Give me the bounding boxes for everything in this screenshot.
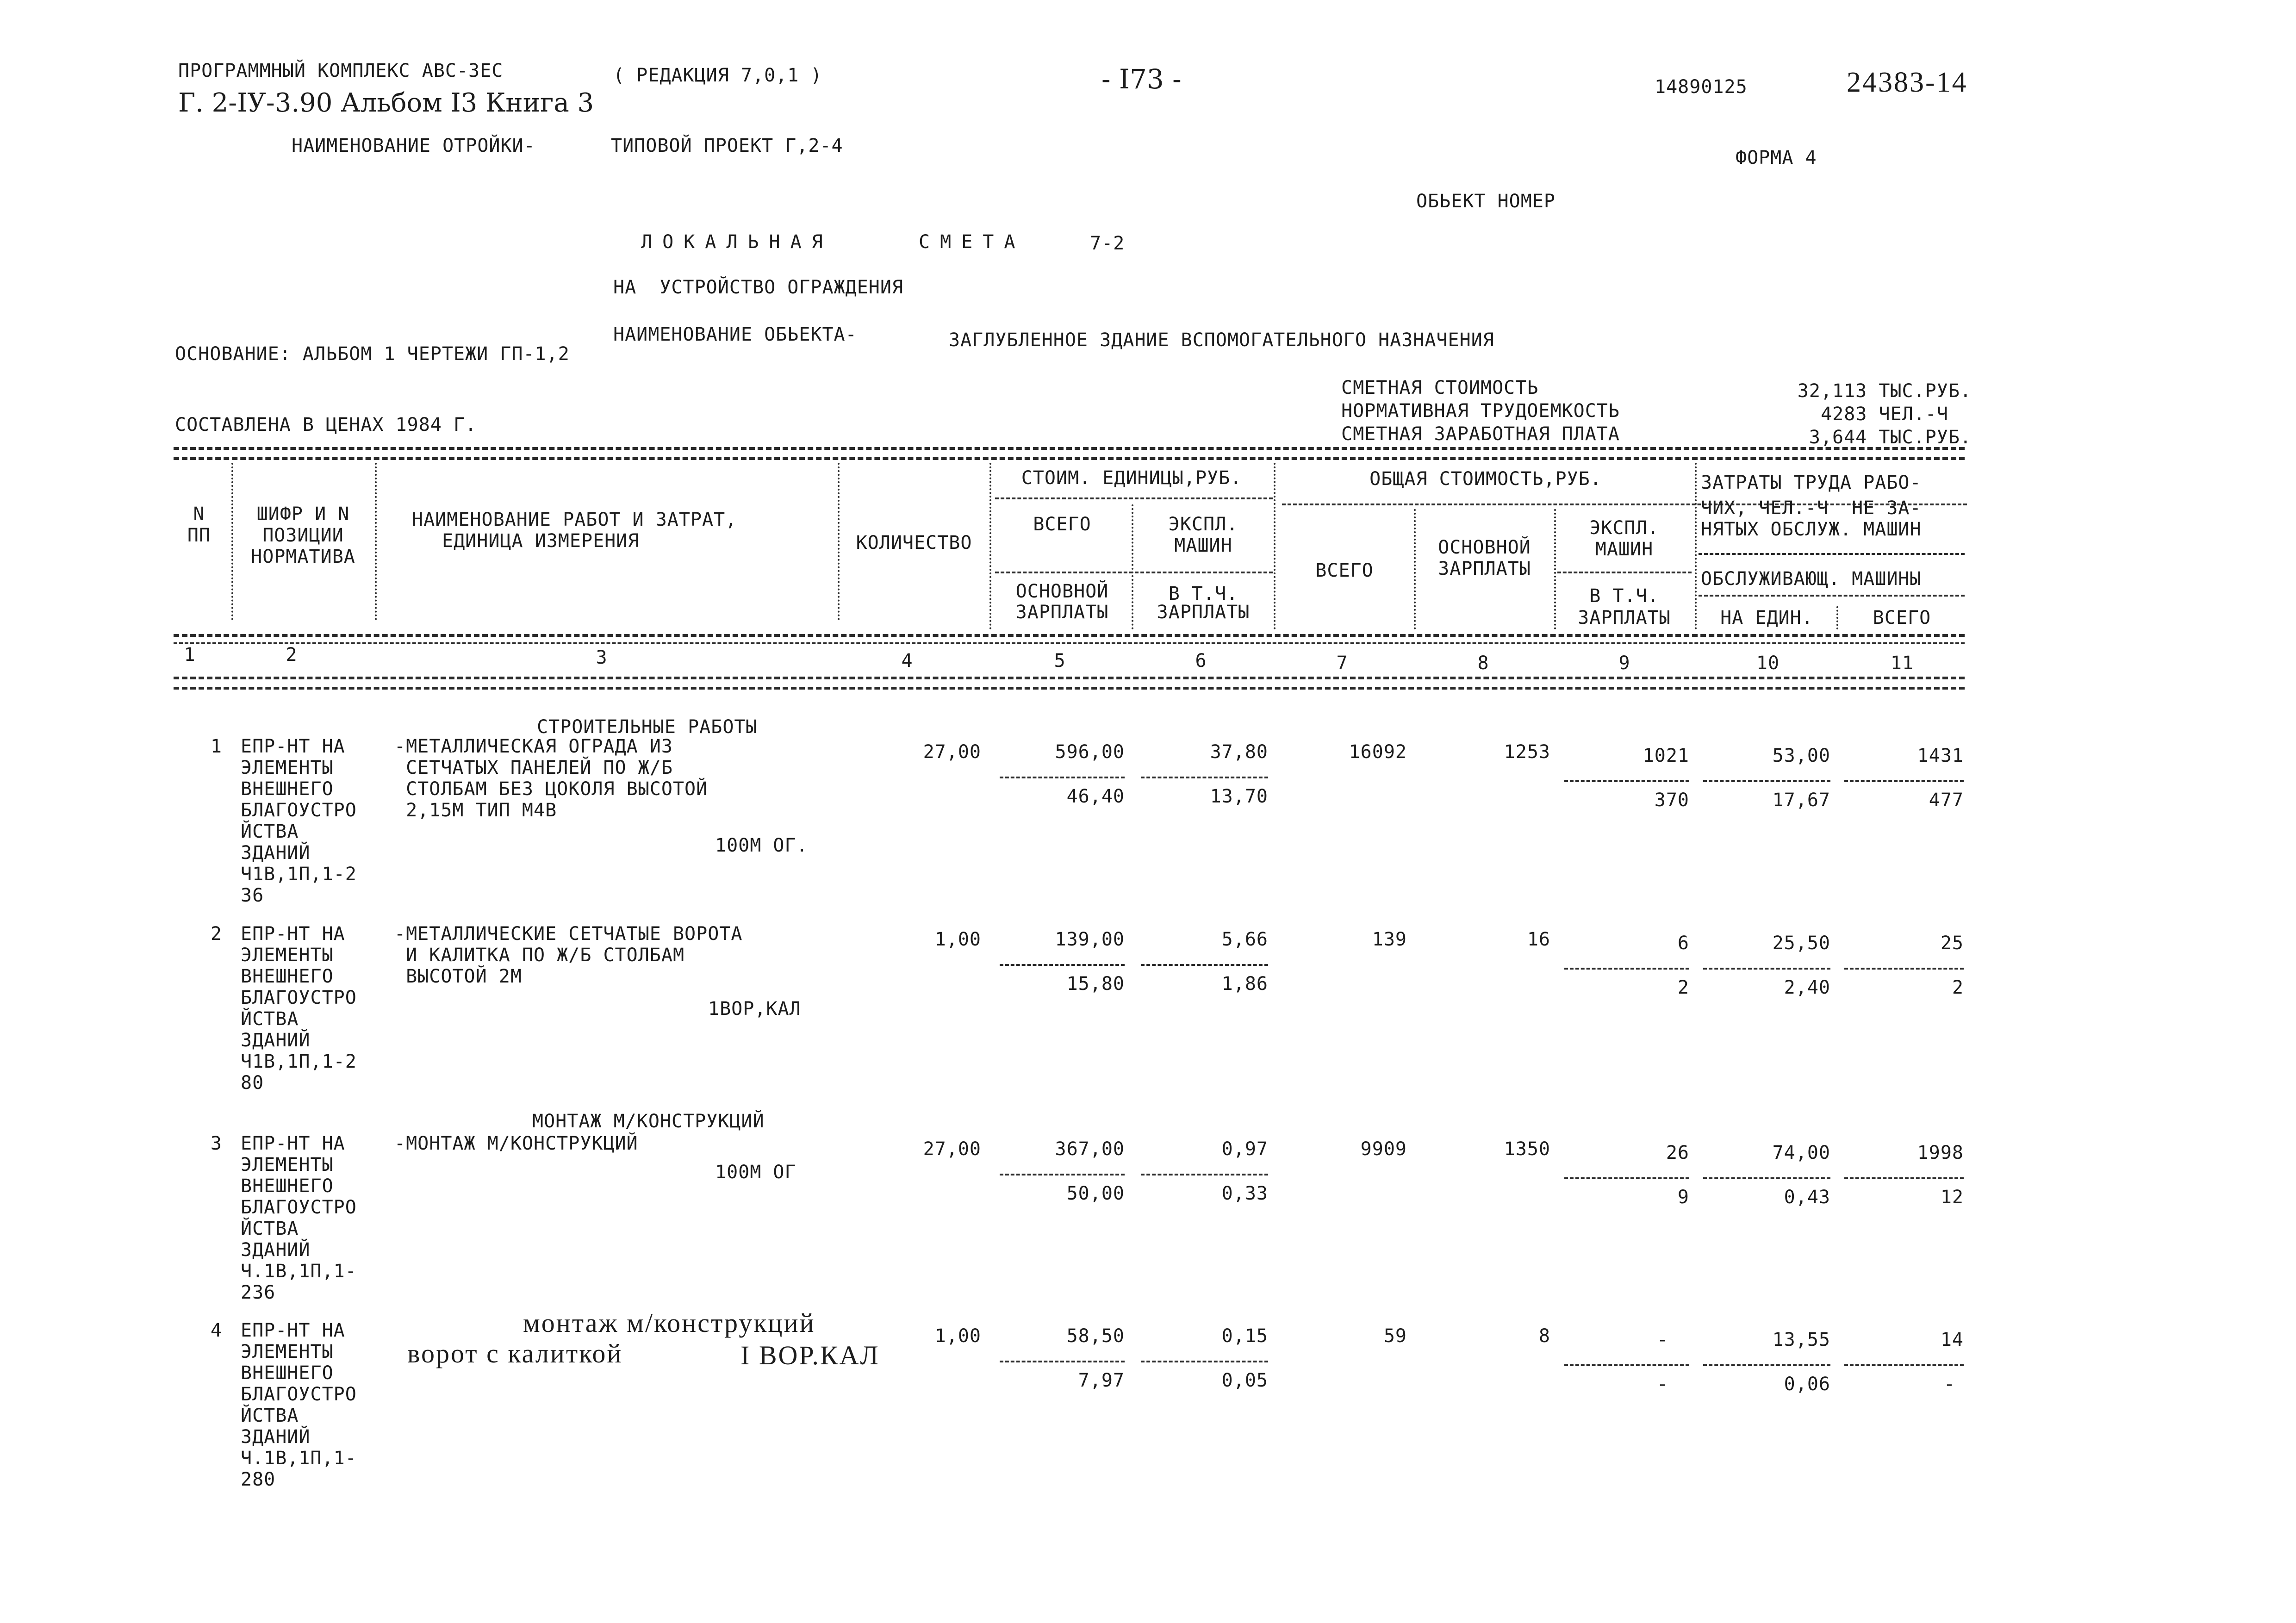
row-labor-total: 1998 bbox=[1917, 1142, 1964, 1163]
colnum-9: 9 bbox=[1618, 653, 1630, 674]
hdr-unit-cost: СТОИМ. ЕДИНИЦЫ,РУБ. bbox=[1021, 467, 1242, 489]
page-number: - I73 - bbox=[1101, 63, 1182, 95]
row-total-machine: 6 bbox=[1677, 933, 1689, 954]
row-fraction-rule bbox=[1703, 1364, 1830, 1366]
row-unit: 100М ОГ bbox=[715, 1162, 796, 1183]
colnum-10: 10 bbox=[1756, 653, 1780, 674]
colnum-5: 5 bbox=[1054, 650, 1066, 672]
form-label: ФОРМА 4 bbox=[1736, 147, 1817, 168]
row-unit-cost-wage: 15,80 bbox=[1066, 973, 1125, 995]
hdr-unit-expl-2: МАШИН bbox=[1174, 535, 1232, 556]
summary-value-2: 4283 ЧЕЛ.-Ч bbox=[1821, 404, 1948, 425]
row-fraction-rule bbox=[1000, 964, 1125, 966]
summary-label-1: СМЕТНАЯ СТОИМОСТЬ bbox=[1341, 377, 1539, 398]
row-total-wage: 8 bbox=[1538, 1325, 1550, 1347]
basis: ОСНОВАНИЕ: АЛЬБОМ 1 ЧЕРТЕЖИ ГП-1,2 bbox=[175, 343, 570, 365]
row-total-wage: 1350 bbox=[1504, 1138, 1550, 1160]
row-unit-machine-wage: 1,86 bbox=[1221, 973, 1268, 995]
rule-h3 bbox=[995, 572, 1273, 573]
row-total-machine: 26 bbox=[1666, 1142, 1689, 1163]
row-number: 4 bbox=[210, 1320, 222, 1341]
col-sep-6 bbox=[1274, 463, 1276, 629]
hdr-qty: КОЛИЧЕСТВО bbox=[856, 532, 972, 553]
col-sep-5 bbox=[1132, 504, 1133, 629]
rule-h1 bbox=[995, 497, 1273, 499]
hdr-unit-osn-1: ОСНОВНОЙ bbox=[1015, 581, 1109, 602]
colnum-11: 11 bbox=[1890, 653, 1914, 674]
hdr-total-expl-1: ЭКСПЛ. bbox=[1589, 517, 1659, 539]
row-qty: 27,00 bbox=[923, 1138, 981, 1160]
row-code-line: Ч1В,1П,1-2 bbox=[241, 864, 357, 885]
hdr-total-cost: ОБЩАЯ СТОИМОСТЬ,РУБ. bbox=[1369, 468, 1602, 490]
row-labor-total: 14 bbox=[1940, 1329, 1964, 1350]
row-fraction-rule bbox=[1141, 777, 1268, 778]
row-number: 1 bbox=[210, 736, 222, 757]
row-total: 9909 bbox=[1360, 1138, 1407, 1160]
row-total: 16092 bbox=[1349, 741, 1407, 763]
row-total: 139 bbox=[1372, 929, 1407, 950]
row-unit-cost-wage: 7,97 bbox=[1078, 1370, 1125, 1391]
row-code-line: ЙСТВА bbox=[241, 1008, 299, 1030]
row-unit-cost: 596,00 bbox=[1055, 741, 1125, 763]
section-title-2: МОНТАЖ М/КОНСТРУКЦИЙ bbox=[532, 1111, 765, 1132]
row-code-line: ЙСТВА bbox=[241, 1218, 299, 1239]
col-sep-1 bbox=[231, 463, 233, 620]
row-name-line: -МОНТАЖ М/КОНСТРУКЦИЙ bbox=[394, 1133, 638, 1154]
summary-label-2: НОРМАТИВНАЯ ТРУДОЕМКОСТЬ bbox=[1341, 400, 1620, 422]
row-total-wage: 16 bbox=[1527, 929, 1550, 950]
summary-value-1: 32,113 ТЫС.РУБ. bbox=[1797, 380, 1972, 402]
row-unit: 1ВОР,КАЛ bbox=[708, 998, 801, 1020]
hdr-labor-1: ЗАТРАТЫ ТРУДА РАБО- bbox=[1701, 472, 1922, 493]
row-labor-total: 25 bbox=[1940, 933, 1964, 954]
row-code-line: ЕПР-НТ НА bbox=[241, 1133, 345, 1154]
row-fraction-rule bbox=[1703, 1177, 1830, 1179]
row-fraction-rule bbox=[1141, 1174, 1268, 1175]
summary-label-3: СМЕТНАЯ ЗАРАБОТНАЯ ПЛАТА bbox=[1341, 423, 1620, 445]
row-qty: 1,00 bbox=[934, 929, 981, 950]
hdr-total-vtch-1: В Т.Ч. bbox=[1589, 585, 1659, 607]
row-name-line: СТОЛБАМ БЕЗ ЦОКОЛЯ ВЫСОТОЙ bbox=[394, 778, 708, 800]
row-unit-cost: 58,50 bbox=[1066, 1325, 1125, 1347]
row-unit-handwritten: I ВОР.КАЛ bbox=[740, 1340, 880, 1370]
row-labor-unit: 74,00 bbox=[1772, 1142, 1830, 1163]
title-word-1: ЛОКАЛЬНАЯ bbox=[641, 231, 833, 253]
row-labor-unit-machine: 0,06 bbox=[1784, 1374, 1830, 1395]
row-name-line: ВЫСОТОЙ 2М bbox=[394, 966, 522, 987]
row-labor-unit: 53,00 bbox=[1772, 745, 1830, 766]
row-name-handwritten: ворот с калиткой bbox=[407, 1338, 623, 1368]
row-code-line: 280 bbox=[241, 1469, 276, 1490]
row-code-line: ЗДАНИЙ bbox=[241, 1239, 311, 1261]
hdr-labor-per-unit: НА ЕДИН. bbox=[1720, 607, 1813, 628]
col-sep-2 bbox=[375, 463, 377, 620]
row-labor-total-machine: 477 bbox=[1929, 790, 1964, 811]
rule-h6 bbox=[1699, 595, 1965, 597]
hdr-unit-vsego: ВСЕГО bbox=[1033, 514, 1091, 535]
title-word-2: СМЕТА bbox=[919, 231, 1026, 253]
row-code-line: ЕПР-НТ НА bbox=[241, 1320, 345, 1341]
row-labor-unit: 13,55 bbox=[1772, 1329, 1830, 1350]
row-unit-cost-wage: 50,00 bbox=[1066, 1183, 1125, 1204]
colnum-7: 7 bbox=[1336, 653, 1348, 674]
row-fraction-rule bbox=[1703, 780, 1830, 782]
hdr-total-vsego: ВСЕГО bbox=[1315, 560, 1374, 581]
row-fraction-rule bbox=[1141, 964, 1268, 966]
row-unit-machine: 37,80 bbox=[1210, 741, 1268, 763]
section-title-1: СТРОИТЕЛЬНЫЕ РАБОТЫ bbox=[537, 716, 758, 738]
row-unit-machine-wage: 13,70 bbox=[1210, 786, 1268, 807]
row-code-line: ЙСТВА bbox=[241, 1405, 299, 1426]
document-code: 14890125 bbox=[1655, 76, 1748, 98]
colnum-3: 3 bbox=[596, 647, 608, 668]
rule-hdr-bottom bbox=[174, 634, 1965, 637]
row-unit-cost: 367,00 bbox=[1055, 1138, 1125, 1160]
hdr-name-1: НАИМЕНОВАНИЕ РАБОТ И ЗАТРАТ, bbox=[412, 509, 737, 530]
row-code-line: БЛАГОУСТРО bbox=[241, 800, 357, 821]
row-total-machine: - bbox=[1656, 1329, 1668, 1350]
row-total-machine-wage: - bbox=[1656, 1374, 1668, 1395]
row-fraction-rule bbox=[1844, 1364, 1964, 1366]
rule-colnum-bottom-2 bbox=[174, 687, 1965, 690]
title-number: 7-2 bbox=[1090, 233, 1125, 254]
row-name-line: 2,15М ТИП М4В bbox=[394, 800, 557, 821]
row-code-line: ЭЛЕМЕНТЫ bbox=[241, 757, 334, 778]
row-labor-unit-machine: 0,43 bbox=[1784, 1187, 1830, 1208]
row-fraction-rule bbox=[1703, 968, 1830, 970]
row-code-line: ЕПР-НТ НА bbox=[241, 736, 345, 757]
row-unit-machine-wage: 0,05 bbox=[1221, 1370, 1268, 1391]
row-labor-total-machine: 2 bbox=[1952, 977, 1964, 998]
row-labor-total: 1431 bbox=[1917, 745, 1964, 766]
row-labor-unit-machine: 2,40 bbox=[1784, 977, 1830, 998]
row-fraction-rule bbox=[1564, 1177, 1689, 1179]
object-number: ОБЬЕКТ НОМЕР bbox=[1416, 191, 1556, 212]
row-unit-cost: 139,00 bbox=[1055, 929, 1125, 950]
row-total-machine-wage: 9 bbox=[1677, 1187, 1689, 1208]
hdr-total-vtch-2: ЗАРПЛАТЫ bbox=[1578, 607, 1671, 628]
row-code-line: ВНЕШНЕГО bbox=[241, 1175, 334, 1197]
hdr-labor-total: ВСЕГО bbox=[1873, 607, 1931, 628]
row-qty: 1,00 bbox=[934, 1325, 981, 1347]
row-code-line: ЗДАНИЙ bbox=[241, 1030, 311, 1051]
hdr-total-osn-2: ЗАРПЛАТЫ bbox=[1438, 558, 1531, 579]
row-code-line: Ч.1В,1П,1- bbox=[241, 1261, 357, 1282]
hdr-code-1: ШИФР И N bbox=[256, 504, 350, 525]
col-sep-9 bbox=[1695, 463, 1697, 629]
row-fraction-rule bbox=[1844, 968, 1964, 970]
hdr-unit-expl-1: ЭКСПЛ. bbox=[1168, 514, 1238, 535]
colnum-1: 1 bbox=[184, 644, 196, 665]
row-fraction-rule bbox=[1564, 968, 1689, 970]
build-value: ТИПОВОЙ ПРОЕКТ Г,2-4 bbox=[611, 135, 843, 156]
row-unit-machine: 0,15 bbox=[1221, 1325, 1268, 1347]
hdr-code-3: НОРМАТИВА bbox=[251, 546, 355, 567]
row-unit-machine: 0,97 bbox=[1221, 1138, 1268, 1160]
hdr-unit-vtch-2: ЗАРПЛАТЫ bbox=[1157, 602, 1250, 623]
row-code-line: 36 bbox=[241, 885, 264, 906]
row-code-line: ЗДАНИЙ bbox=[241, 1426, 311, 1448]
row-fraction-rule bbox=[1564, 780, 1689, 782]
row-labor-total-machine: 12 bbox=[1940, 1187, 1964, 1208]
row-name-line: И КАЛИТКА ПО Ж/Б СТОЛБАМ bbox=[394, 945, 685, 966]
row-fraction-rule bbox=[1844, 1177, 1964, 1179]
row-code-line: ЭЛЕМЕНТЫ bbox=[241, 1154, 334, 1175]
rule-h4 bbox=[1557, 572, 1692, 573]
row-unit-machine-wage: 0,33 bbox=[1221, 1183, 1268, 1204]
row-total-wage: 1253 bbox=[1504, 741, 1550, 763]
hdr-unit-osn-2: ЗАРПЛАТЫ bbox=[1015, 602, 1109, 623]
hdr-labor-3: НЯТЫХ ОБСЛУЖ. МАШИН bbox=[1701, 519, 1922, 540]
prices-basis: СОСТАВЛЕНА В ЦЕНАХ 1984 Г. bbox=[175, 414, 477, 435]
row-labor-unit-machine: 17,67 bbox=[1772, 790, 1830, 811]
object-label: НАИМЕНОВАНИЕ ОБЬЕКТА- bbox=[613, 324, 857, 345]
row-labor-unit: 25,50 bbox=[1772, 933, 1830, 954]
row-name-line: -МЕТАЛЛИЧЕСКАЯ ОГРАДА ИЗ bbox=[394, 736, 673, 757]
edition: ( РЕДАКЦИЯ 7,0,1 ) bbox=[613, 65, 822, 86]
row-total-machine-wage: 2 bbox=[1677, 977, 1689, 998]
row-fraction-rule bbox=[1564, 1364, 1689, 1366]
row-number: 2 bbox=[210, 923, 222, 945]
row-code-line: ЗДАНИЙ bbox=[241, 842, 311, 864]
row-code-line: ВНЕШНЕГО bbox=[241, 778, 334, 800]
object-value: ЗАГЛУБЛЕННОЕ ЗДАНИЕ ВСПОМОГАТЕЛЬНОГО НАЗНАЧЕНИЯ bbox=[949, 330, 1494, 351]
col-sep-7 bbox=[1414, 509, 1416, 629]
hdr-pp: ПП bbox=[187, 525, 211, 546]
colnum-8: 8 bbox=[1477, 653, 1489, 674]
row-code-line: ЙСТВА bbox=[241, 821, 299, 842]
archive-number: 24383-14 bbox=[1847, 67, 1968, 98]
row-total: 59 bbox=[1383, 1325, 1407, 1347]
row-fraction-rule bbox=[1000, 1361, 1125, 1362]
subtitle: НА УСТРОЙСТВО ОГРАЖДЕНИЯ bbox=[613, 277, 904, 298]
hdr-labor-sub: ОБСЛУЖИВАЮЩ. МАШИНЫ bbox=[1701, 568, 1922, 590]
row-total-machine-wage: 370 bbox=[1654, 790, 1689, 811]
row-name-handwritten: монтаж м/конструкций bbox=[523, 1308, 815, 1338]
rule-top-2 bbox=[174, 457, 1965, 460]
hdr-total-expl-2: МАШИН bbox=[1595, 539, 1654, 560]
program-name: ПРОГРАММНЫЙ КОМПЛЕКС АВС-ЗЕС bbox=[178, 60, 504, 81]
rule-hdr-bottom-2 bbox=[174, 642, 1965, 644]
rule-top bbox=[174, 447, 1965, 450]
row-name-line: -МЕТАЛЛИЧЕСКИЕ СЕТЧАТЫЕ ВОРОТА bbox=[394, 923, 743, 945]
hdr-n: N bbox=[193, 504, 205, 525]
hdr-code-2: ПОЗИЦИИ bbox=[262, 525, 344, 546]
row-code-line: ЭЛЕМЕНТЫ bbox=[241, 1341, 334, 1362]
row-code-line: Ч1В,1П,1-2 bbox=[241, 1051, 357, 1072]
colnum-4: 4 bbox=[901, 650, 913, 672]
hdr-labor-2: ЧИХ, ЧЕЛ.-Ч НЕ ЗА- bbox=[1701, 497, 1922, 519]
colnum-2: 2 bbox=[286, 644, 298, 665]
row-fraction-rule bbox=[1844, 780, 1964, 782]
row-unit: 100М ОГ. bbox=[715, 835, 808, 856]
col-sep-3 bbox=[838, 463, 840, 620]
summary-value-3: 3,644 ТЫС.РУБ. bbox=[1809, 427, 1972, 448]
row-unit-machine: 5,66 bbox=[1221, 929, 1268, 950]
row-labor-total-machine: - bbox=[1943, 1374, 1955, 1395]
row-code-line: Ч.1В,1П,1- bbox=[241, 1448, 357, 1469]
row-total-machine: 1021 bbox=[1643, 745, 1689, 766]
row-code-line: БЛАГОУСТРО bbox=[241, 1197, 357, 1218]
colnum-6: 6 bbox=[1195, 650, 1207, 672]
hdr-name-2: ЕДИНИЦА ИЗМЕРЕНИЯ bbox=[442, 530, 640, 552]
row-code-line: ВНЕШНЕГО bbox=[241, 1362, 334, 1384]
hdr-unit-vtch-1: В Т.Ч. bbox=[1168, 583, 1238, 604]
row-code-line: 80 bbox=[241, 1072, 264, 1094]
rule-colnum-bottom bbox=[174, 677, 1965, 679]
row-code-line: ЕПР-НТ НА bbox=[241, 923, 345, 945]
row-code-line: БЛАГОУСТРО bbox=[241, 1384, 357, 1405]
row-fraction-rule bbox=[1000, 777, 1125, 778]
row-code-line: ЭЛЕМЕНТЫ bbox=[241, 945, 334, 966]
row-qty: 27,00 bbox=[923, 741, 981, 763]
build-label: НАИМЕНОВАНИЕ ОТРОЙКИ- bbox=[292, 135, 535, 156]
row-code-line: БЛАГОУСТРО bbox=[241, 987, 357, 1008]
album-label: Г. 2-IУ-3.90 Альбом I3 Книга 3 bbox=[178, 88, 594, 118]
row-fraction-rule bbox=[1141, 1361, 1268, 1362]
rule-h5 bbox=[1699, 553, 1965, 555]
row-code-line: 236 bbox=[241, 1282, 276, 1303]
row-name-line: СЕТЧАТЫХ ПАНЕЛЕЙ ПО Ж/Б bbox=[394, 757, 673, 778]
row-number: 3 bbox=[210, 1133, 222, 1154]
row-unit-cost-wage: 46,40 bbox=[1066, 786, 1125, 807]
hdr-total-osn-1: ОСНОВНОЙ bbox=[1438, 537, 1531, 558]
row-fraction-rule bbox=[1000, 1174, 1125, 1175]
row-code-line: ВНЕШНЕГО bbox=[241, 966, 334, 987]
